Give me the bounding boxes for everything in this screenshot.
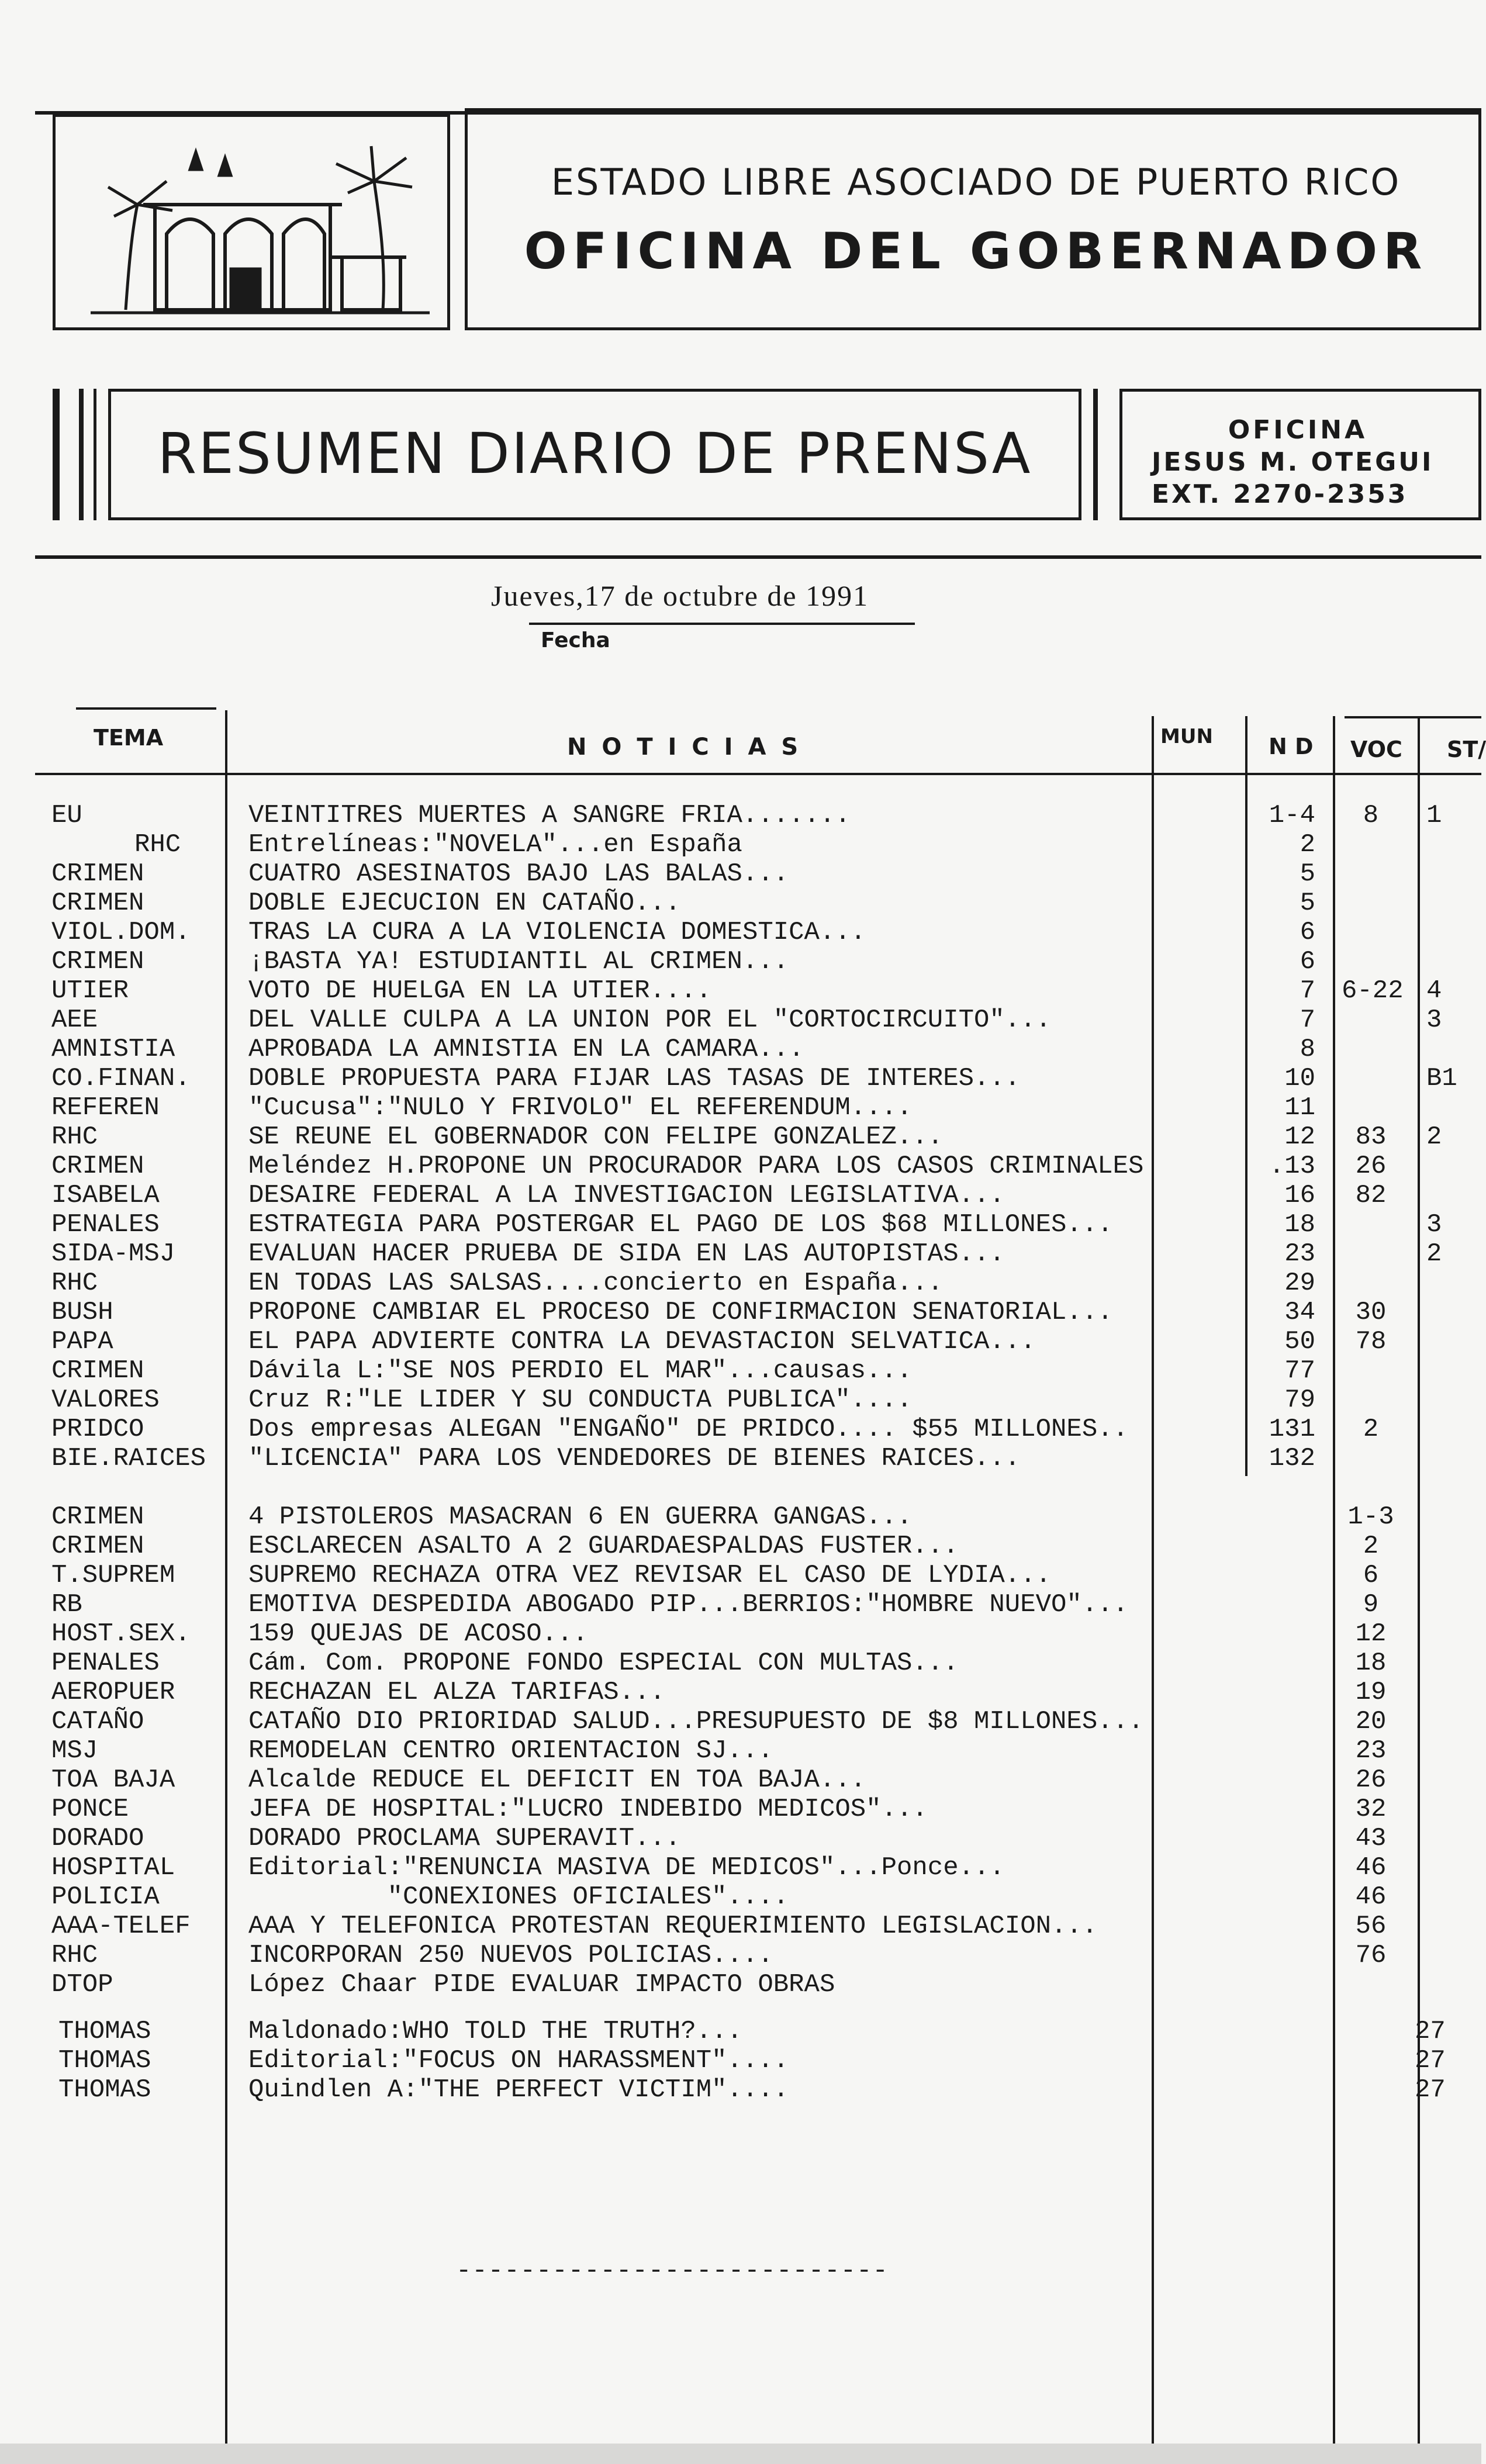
row-tema: RHC (51, 1122, 98, 1152)
row-noticia: Cruz R:"LE LIDER Y SU CONDUCTA PUBLICA".... (248, 1385, 913, 1415)
row-tema: CRIMEN (51, 1152, 144, 1181)
row-voc: 46 (1355, 1882, 1387, 1912)
row-voc: 8 (1363, 801, 1379, 830)
office-box (1119, 389, 1481, 520)
table-row (0, 1502, 1481, 1532)
row-tema: CRIMEN (51, 1502, 144, 1532)
col-nd: N D (1269, 734, 1314, 759)
scan-edge (0, 2444, 1481, 2464)
row-tema: PAPA (51, 1327, 113, 1356)
row-voc: 6 (1363, 1561, 1379, 1590)
row-noticia: EN TODAS LAS SALSAS....concierto en España... (248, 1269, 944, 1298)
row-noticia: Meléndez H.PROPONE UN PROCURADOR PARA LOS CASOS CRIMINALES (248, 1152, 1144, 1181)
row-tema: CRIMEN (51, 947, 144, 976)
row-noticia: DOBLE EJECUCION EN CATAÑO... (248, 889, 681, 918)
table-row (0, 1152, 1481, 1181)
header-rule (76, 707, 216, 710)
date-value: Jueves,17 de octubre de 1991 (491, 579, 869, 612)
table-row (0, 1035, 1481, 1064)
row-voc: 26 (1355, 1152, 1387, 1181)
row-nd: 50 (1284, 1327, 1315, 1356)
row-tema: THOMAS (58, 2017, 151, 2046)
row-st: 1 (1426, 801, 1442, 830)
table-row (0, 1415, 1481, 1444)
table-row (0, 830, 1481, 859)
table-row (0, 1882, 1481, 1912)
row-nd: 1-4 (1269, 801, 1315, 830)
header-rule (1345, 716, 1481, 718)
office-name: JESUS M. OTEGUI (1152, 447, 1434, 477)
table-row (0, 801, 1481, 830)
table-row (0, 976, 1481, 1005)
row-noticia: DORADO PROCLAMA SUPERAVIT... (248, 1824, 681, 1853)
row-tema: EU (51, 801, 82, 830)
row-tema: ISABELA (51, 1181, 160, 1210)
row-nd: 18 (1284, 1210, 1315, 1239)
row-st: 2 (1426, 1239, 1442, 1269)
row-voc: 46 (1355, 1853, 1387, 1882)
row-tema: PENALES (51, 1210, 160, 1239)
row-voc: 23 (1355, 1736, 1387, 1765)
row-tema: BUSH (51, 1298, 113, 1327)
table-row (0, 1912, 1481, 1941)
row-tema: DORADO (51, 1824, 144, 1853)
row-voc: 76 (1355, 1941, 1387, 1970)
table-row (0, 1269, 1481, 1298)
row-noticia: EL PAPA ADVIERTE CONTRA LA DEVASTACION SELVATICA... (248, 1327, 1036, 1356)
row-st: 3 (1426, 1210, 1442, 1239)
table-row (0, 1093, 1481, 1122)
row-noticia: Quindlen A:"THE PERFECT VICTIM".... (248, 2075, 789, 2104)
table-row (0, 1532, 1481, 1561)
table-row (0, 918, 1481, 947)
row-voc: 83 (1355, 1122, 1387, 1152)
table-row (0, 1941, 1481, 1970)
row-nd: 16 (1284, 1181, 1315, 1210)
row-noticia: VEINTITRES MUERTES A SANGRE FRIA....... (248, 801, 851, 830)
table-row (0, 1122, 1481, 1152)
table-row (0, 1649, 1481, 1678)
table-row (0, 1239, 1481, 1269)
office-label: OFICINA (1228, 415, 1368, 445)
table-row (0, 1181, 1481, 1210)
row-voc: 18 (1355, 1649, 1387, 1678)
table-row (0, 1298, 1481, 1327)
row-tema: DTOP (51, 1970, 113, 1999)
table-row (0, 1064, 1481, 1093)
row-st: 27 (1415, 2017, 1446, 2046)
row-tema: RHC (51, 1941, 98, 1970)
row-st: 27 (1415, 2046, 1446, 2075)
header-bottom-rule (35, 773, 1481, 775)
row-tema: PENALES (51, 1649, 160, 1678)
date-underline (529, 623, 915, 625)
row-noticia: ¡BASTA YA! ESTUDIANTIL AL CRIMEN... (248, 947, 789, 976)
table-row (0, 2017, 1481, 2046)
col-voc: VOC (1350, 737, 1402, 762)
row-st: B1 (1426, 1064, 1457, 1093)
row-noticia: DOBLE PROPUESTA PARA FIJAR LAS TASAS DE INTERES... (248, 1064, 1021, 1093)
header-line2: OFICINA DEL GOBERNADOR (524, 222, 1428, 281)
row-tema: SIDA-MSJ (51, 1239, 175, 1269)
row-tema: RHC (134, 830, 181, 859)
row-noticia: Dos empresas ALEGAN "ENGAÑO" DE PRIDCO.... $55 MILLONES.. (248, 1415, 1129, 1444)
table-row (0, 1356, 1481, 1385)
banner-bar (94, 389, 96, 520)
row-voc: 78 (1355, 1327, 1387, 1356)
row-noticia: VOTO DE HUELGA EN LA UTIER.... (248, 976, 712, 1005)
table-row (0, 1590, 1481, 1619)
row-noticia: ESCLARECEN ASALTO A 2 GUARDAESPALDAS FUSTER... (248, 1532, 959, 1561)
row-tema: RHC (51, 1269, 98, 1298)
row-noticia: CATAÑO DIO PRIORIDAD SALUD...PRESUPUESTO DE $8 MILLONES... (248, 1707, 1144, 1736)
row-voc: 9 (1363, 1590, 1379, 1619)
col-st: ST/ (1447, 737, 1486, 762)
row-tema: VALORES (51, 1385, 160, 1415)
row-nd: 10 (1284, 1064, 1315, 1093)
banner-bar (79, 389, 84, 520)
row-noticia: López Chaar PIDE EVALUAR IMPACTO OBRAS (248, 1970, 835, 1999)
row-tema: THOMAS (58, 2046, 151, 2075)
table-row (0, 1853, 1481, 1882)
section-rule (35, 555, 1481, 559)
row-tema: AEE (51, 1005, 98, 1035)
row-voc: 43 (1355, 1824, 1387, 1853)
row-tema: TOA BAJA (51, 1765, 175, 1795)
row-noticia: JEFA DE HOSPITAL:"LUCRO INDEBIDO MEDICOS"... (248, 1795, 928, 1824)
row-noticia: Editorial:"RENUNCIA MASIVA DE MEDICOS"...Ponce... (248, 1853, 1005, 1882)
table-row (0, 889, 1481, 918)
row-nd: 23 (1284, 1239, 1315, 1269)
row-voc: 2 (1363, 1532, 1379, 1561)
row-tema: BIE.RAICES (51, 1444, 206, 1473)
row-voc: 56 (1355, 1912, 1387, 1941)
row-tema: PONCE (51, 1795, 129, 1824)
row-nd: 132 (1269, 1444, 1315, 1473)
title-box (465, 108, 1481, 330)
row-noticia: Editorial:"FOCUS ON HARASSMENT".... (248, 2046, 789, 2075)
table-row (0, 859, 1481, 889)
row-tema: MSJ (51, 1736, 98, 1765)
table-row (0, 1678, 1481, 1707)
banner-title: RESUMEN DIARIO DE PRENSA (157, 421, 1032, 486)
row-noticia: Maldonado:WHO TOLD THE TRUTH?... (248, 2017, 742, 2046)
row-tema: T.SUPREM (51, 1561, 175, 1590)
table-row (0, 947, 1481, 976)
row-nd: 5 (1300, 889, 1315, 918)
date-label: Fecha (541, 628, 610, 652)
row-noticia: "Cucusa":"NULO Y FRIVOLO" EL REFERENDUM.... (248, 1093, 913, 1122)
table-row (0, 1561, 1481, 1590)
table-row (0, 1970, 1481, 1999)
row-noticia: EMOTIVA DESPEDIDA ABOGADO PIP...BERRIOS:"HOMBRE NUEVO"... (248, 1590, 1129, 1619)
row-noticia: AAA Y TELEFONICA PROTESTAN REQUERIMIENTO LEGISLACION... (248, 1912, 1098, 1941)
row-voc: 2 (1363, 1415, 1379, 1444)
row-tema: RB (51, 1590, 82, 1619)
row-noticia: PROPONE CAMBIAR EL PROCESO DE CONFIRMACION SENATORIAL... (248, 1298, 1113, 1327)
row-nd: 5 (1300, 859, 1315, 889)
row-nd: 34 (1284, 1298, 1315, 1327)
row-voc: 82 (1355, 1181, 1387, 1210)
table-row (0, 1005, 1481, 1035)
row-st: 2 (1426, 1122, 1442, 1152)
row-noticia: Alcalde REDUCE EL DEFICIT EN TOA BAJA... (248, 1765, 866, 1795)
row-noticia: "CONEXIONES OFICIALES".... (248, 1882, 789, 1912)
col-mun: MUN (1160, 725, 1213, 748)
row-tema: CATAÑO (51, 1707, 144, 1736)
row-nd: 7 (1300, 1005, 1315, 1035)
logo-box (53, 114, 450, 330)
row-tema: CRIMEN (51, 889, 144, 918)
row-st: 3 (1426, 1005, 1442, 1035)
row-noticia: INCORPORAN 250 NUEVOS POLICIAS.... (248, 1941, 773, 1970)
row-nd: 79 (1284, 1385, 1315, 1415)
row-tema: THOMAS (58, 2075, 151, 2104)
row-st: 4 (1426, 976, 1442, 1005)
row-nd: 6 (1300, 918, 1315, 947)
row-noticia: "LICENCIA" PARA LOS VENDEDORES DE BIENES RAICES... (248, 1444, 1021, 1473)
table-row (0, 1795, 1481, 1824)
banner-box (108, 389, 1081, 520)
col-noticias: N O T I C I A S (567, 734, 802, 761)
table-row (0, 1210, 1481, 1239)
row-noticia: ESTRATEGIA PARA POSTERGAR EL PAGO DE LOS $68 MILLONES... (248, 1210, 1113, 1239)
row-noticia: Dávila L:"SE NOS PERDIO EL MAR"...causas... (248, 1356, 913, 1385)
row-tema: POLICIA (51, 1882, 160, 1912)
row-noticia: APROBADA LA AMNISTIA EN LA CAMARA... (248, 1035, 804, 1064)
table-row (0, 2046, 1481, 2075)
row-noticia: DEL VALLE CULPA A LA UNION POR EL "CORTOCIRCUITO"... (248, 1005, 1052, 1035)
row-nd: 6 (1300, 947, 1315, 976)
row-tema: HOST.SEX. (51, 1619, 191, 1649)
row-tema: PRIDCO (51, 1415, 144, 1444)
row-nd: 131 (1269, 1415, 1315, 1444)
table-row (0, 1327, 1481, 1356)
row-tema: AMNISTIA (51, 1035, 175, 1064)
row-nd: 2 (1300, 830, 1315, 859)
row-tema: AEROPUER (51, 1678, 175, 1707)
row-tema: CRIMEN (51, 1532, 144, 1561)
row-noticia: 4 PISTOLEROS MASACRAN 6 EN GUERRA GANGAS... (248, 1502, 913, 1532)
row-tema: HOSPITAL (51, 1853, 175, 1882)
row-noticia: CUATRO ASESINATOS BAJO LAS BALAS... (248, 859, 789, 889)
row-nd: 11 (1284, 1093, 1315, 1122)
row-noticia: Entrelíneas:"NOVELA"...en España (248, 830, 742, 859)
row-voc: 19 (1355, 1678, 1387, 1707)
row-noticia: SUPREMO RECHAZA OTRA VEZ REVISAR EL CASO DE LYDIA... (248, 1561, 1052, 1590)
col-tema: TEMA (94, 725, 164, 751)
table-row (0, 1444, 1481, 1473)
row-noticia: Cám. Com. PROPONE FONDO ESPECIAL CON MULTAS... (248, 1649, 959, 1678)
row-noticia: RECHAZAN EL ALZA TARIFAS... (248, 1678, 665, 1707)
row-noticia: EVALUAN HACER PRUEBA DE SIDA EN LAS AUTOPISTAS... (248, 1239, 1005, 1269)
row-tema: CRIMEN (51, 1356, 144, 1385)
row-voc: 26 (1355, 1765, 1387, 1795)
row-nd: 12 (1284, 1122, 1315, 1152)
banner-bar (1093, 389, 1098, 520)
row-voc: 1-3 (1347, 1502, 1394, 1532)
table-row (0, 2075, 1481, 2104)
row-tema: REFEREN (51, 1093, 160, 1122)
row-noticia: REMODELAN CENTRO ORIENTACION SJ... (248, 1736, 773, 1765)
row-nd: 7 (1300, 976, 1315, 1005)
table-row (0, 1385, 1481, 1415)
row-nd: 29 (1284, 1269, 1315, 1298)
row-nd: 8 (1300, 1035, 1315, 1064)
office-ext: EXT. 2270-2353 (1152, 479, 1408, 509)
banner-bar (53, 389, 60, 520)
table-row (0, 1736, 1481, 1765)
table-row (0, 1707, 1481, 1736)
header-line1: ESTADO LIBRE ASOCIADO DE PUERTO RICO (551, 161, 1401, 203)
row-tema: UTIER (51, 976, 129, 1005)
row-tema: AAA-TELEF (51, 1912, 191, 1941)
row-voc: 6-22 (1342, 976, 1404, 1005)
row-tema: VIOL.DOM. (51, 918, 191, 947)
row-voc: 20 (1355, 1707, 1387, 1736)
table-row (0, 1824, 1481, 1853)
row-voc: 32 (1355, 1795, 1387, 1824)
row-nd: 77 (1284, 1356, 1315, 1385)
row-nd: .13 (1269, 1152, 1315, 1181)
footer-rule: --------------------------- (456, 2256, 889, 2286)
row-noticia: 159 QUEJAS DE ACOSO... (248, 1619, 588, 1649)
row-noticia: TRAS LA CURA A LA VIOLENCIA DOMESTICA... (248, 918, 866, 947)
row-st: 27 (1415, 2075, 1446, 2104)
row-voc: 12 (1355, 1619, 1387, 1649)
row-tema: CRIMEN (51, 859, 144, 889)
row-noticia: DESAIRE FEDERAL A LA INVESTIGACION LEGISLATIVA... (248, 1181, 1005, 1210)
table-row (0, 1619, 1481, 1649)
row-noticia: SE REUNE EL GOBERNADOR CON FELIPE GONZALEZ... (248, 1122, 944, 1152)
row-tema: CO.FINAN. (51, 1064, 191, 1093)
row-voc: 30 (1355, 1298, 1387, 1327)
fortaleza-building-icon (56, 117, 447, 327)
table-row (0, 1765, 1481, 1795)
